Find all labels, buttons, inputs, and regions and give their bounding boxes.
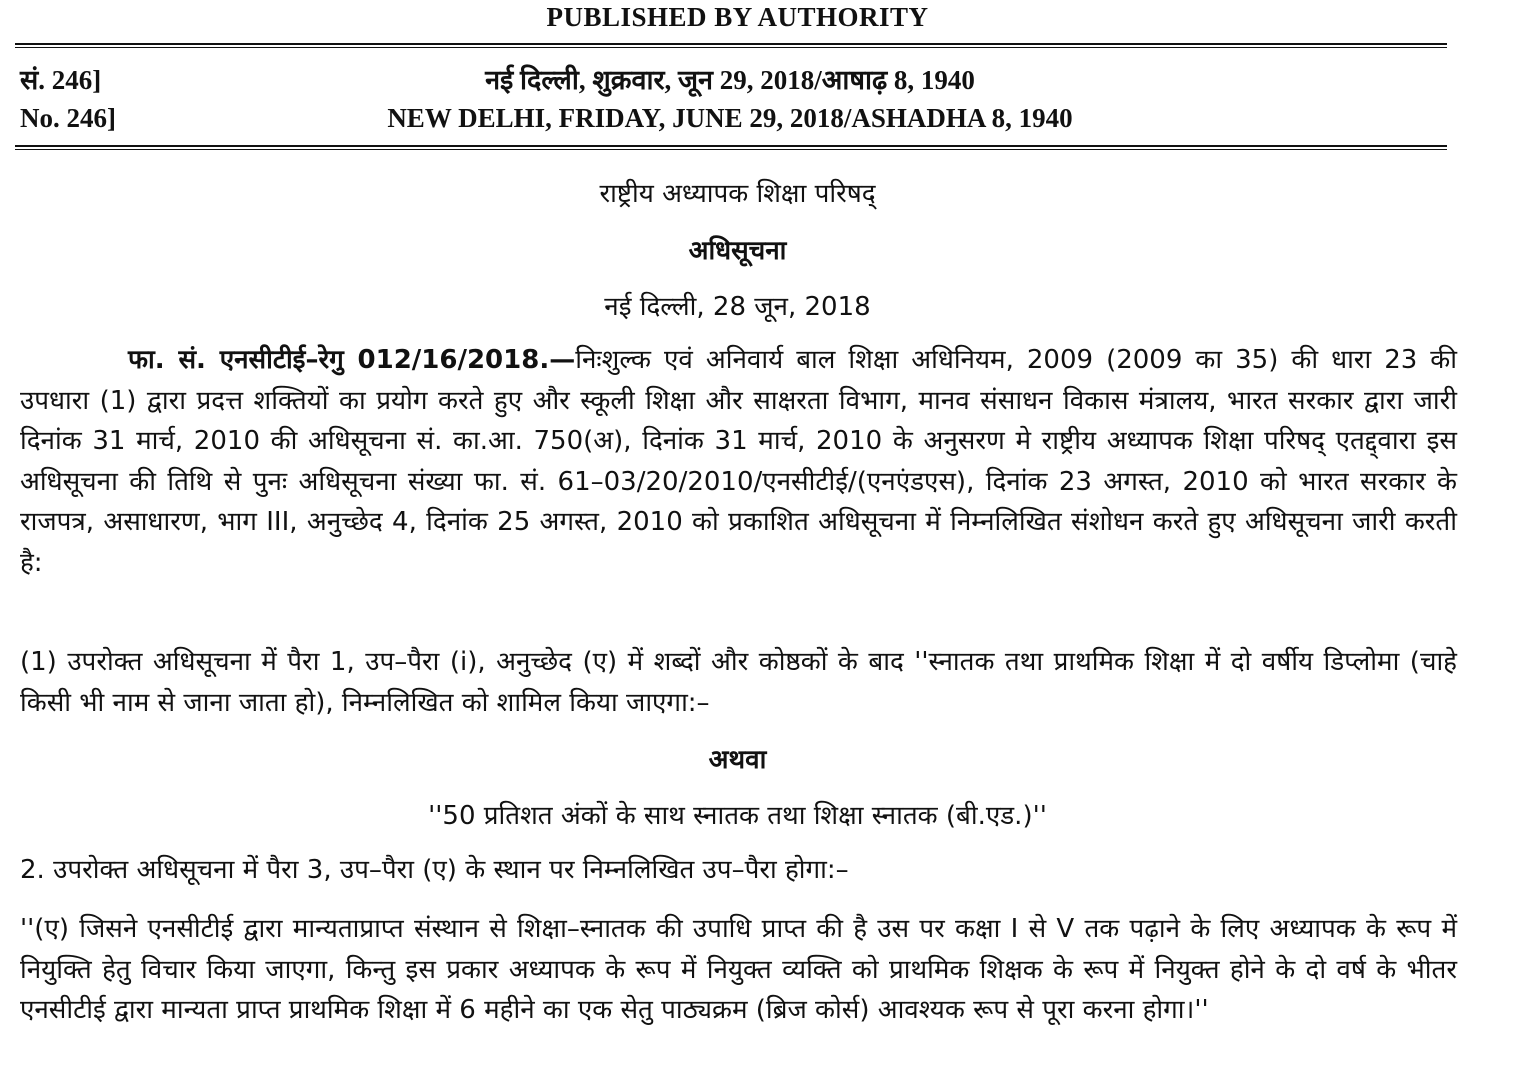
clause-1: (1) उपरोक्त अधिसूचना में पैरा 1, उप–पैरा (i), अनुच्छेद (ए) में शब्दों और कोष्ठकों के बाद ''स्नातक तथा प्राथमिक शिक्षा में दो वर्षीय डिप्लोमा (चाहे किसी भी नाम से जाना जाता हो), निम्नलिखित को शामिल किया जाएगा:– <box>20 647 1457 718</box>
intro-text: निःशुल्क एवं अनिवार्य बाल शिक्षा अधिनियम, 2009 (2009 का 35) की धारा 23 की उपधारा (1) द्वारा प्रदत्त शक्तियों का प्रयोग करते हुए और स्कूली शिक्षा और साक्षरता विभाग, मानव संसाधन विकास मंत्रालय, भारत सरकार द्वारा जारी दिनांक 31 मार्च, 2010 की अधिसूचना सं. का.आ. 750(अ), दिनांक 31 मार्च, 2010 के अनुसरण मे राष्ट्रीय अध्यापक शिक्षा परिषद् एतद्द्वारा इस अधिसूचना की तिथि से पुनः अधिसूचना संख्या फा. सं. 61–03/20/2010/एनसीटीई/(एनएंडएस), दिनांक 23 अगस्त, 2010 को भारत सरकार के राजपत्र, असाधारण, भाग III, अनुच्छेद 4, दिनांक 25 अगस्त, 2010 को प्रकाशित अधिसूचना में निम्नलिखित संशोधन करते हुए अधिसूचना जारी करती है: <box>20 345 1458 578</box>
place-date: नई दिल्ली, 28 जून, 2018 <box>604 292 871 322</box>
masthead-bottom-rule <box>15 145 1447 150</box>
masthead-top-rule <box>15 43 1447 48</box>
issue-number-english: No. 246] <box>20 103 116 133</box>
notification-heading: अधिसूचना <box>688 236 787 266</box>
file-number: फा. सं. एनसीटीई–रेगु 012/16/2018.— <box>128 345 576 375</box>
clause-2: 2. उपरोक्त अधिसूचना में पैरा 3, उप–पैरा (ए) के स्थान पर निम्नलिखित उप–पैरा होगा:– <box>20 855 849 885</box>
masthead-hindi-row <box>20 60 1450 100</box>
date-hindi: नई दिल्ली, शुक्रवार, जून 29, 2018/आषाढ़ 8, 1940 <box>485 65 975 95</box>
quote-1: ''50 प्रतिशत अंकों के साथ स्नातक तथा शिक्षा स्नातक (बी.एड.)'' <box>428 801 1047 831</box>
date-english: NEW DELHI, FRIDAY, JUNE 29, 2018/ASHADHA 8, 1940 <box>387 103 1073 133</box>
masthead-english-row <box>20 103 1450 143</box>
published-by-authority: PUBLISHED BY AUTHORITY <box>546 2 929 32</box>
clause-2-text: ''(ए) जिसने एनसीटीई द्वारा मान्यताप्राप्त संस्थान से शिक्षा–स्नातक की उपाधि प्राप्त की है उस पर कक्षा I से V तक पढ़ाने के लिए अध्यापक के रूप में नियुक्ति हेतु विचार किया जाएगा, किन्तु इस प्रकार अध्यापक के रूप में नियुक्त व्यक्ति को प्राथमिक शिक्षक के रूप में नियुक्त होने के दो वर्ष के भीतर एनसीटीई द्वारा मान्यता प्राप्त प्राथमिक शिक्षा में 6 महीने का एक सेतु पाठ्यक्रम (ब्रिज कोर्स) आवश्यक रूप से पूरा करना होगा।'' <box>20 914 1457 1025</box>
athva-heading: अथवा <box>708 745 767 775</box>
organisation-name: राष्ट्रीय अध्यापक शिक्षा परिषद् <box>599 179 876 209</box>
issue-number-hindi: सं. 246] <box>20 65 102 95</box>
intro-paragraph <box>20 340 1457 583</box>
